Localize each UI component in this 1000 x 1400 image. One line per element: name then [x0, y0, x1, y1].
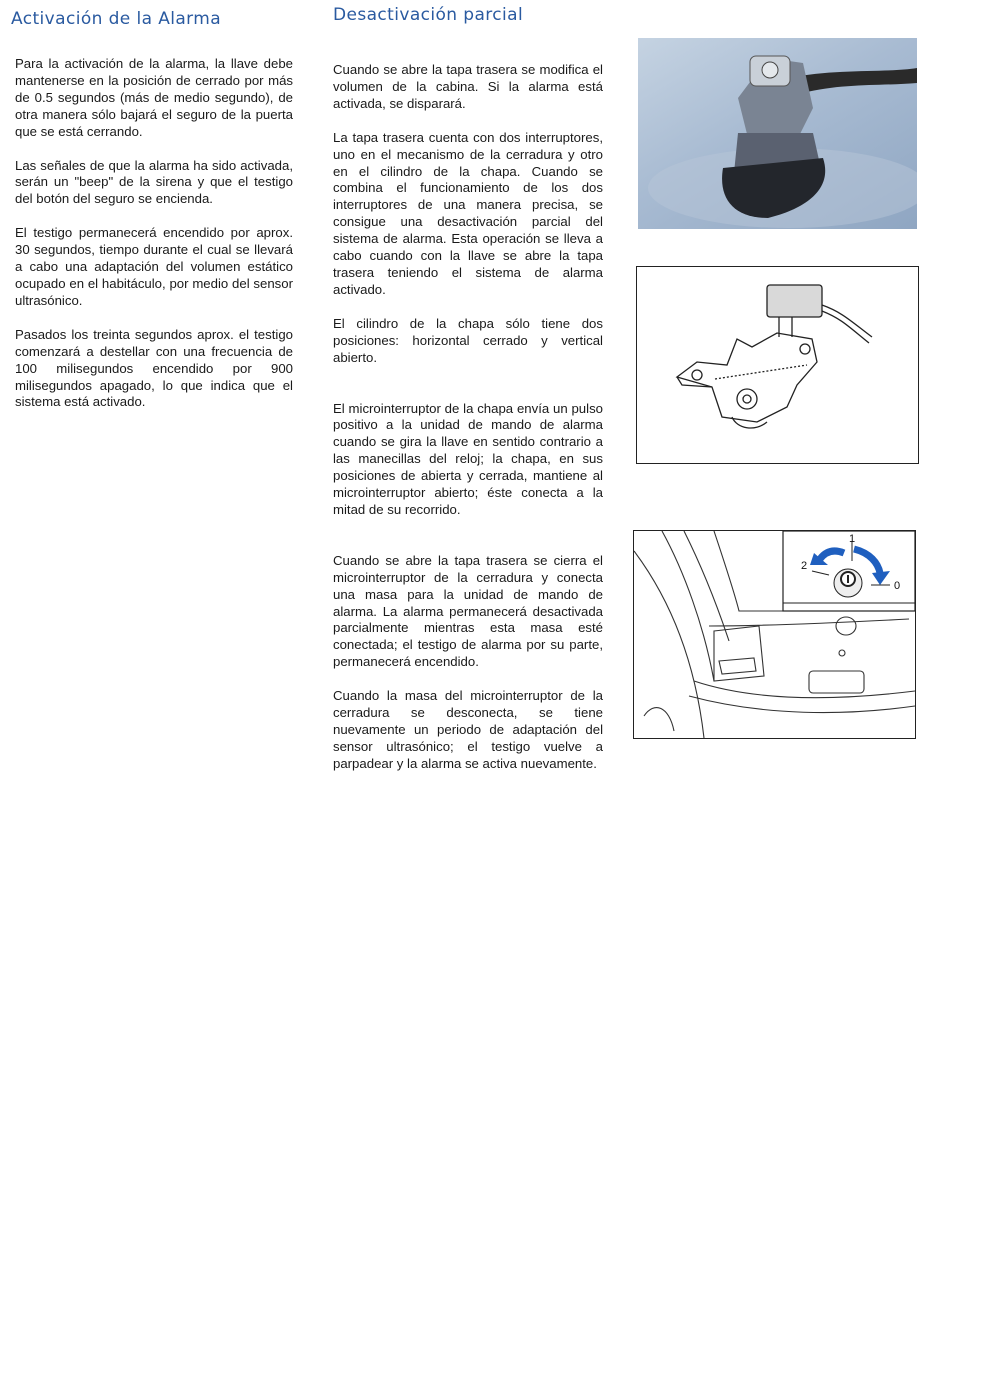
left-column-text — [15, 56, 293, 411]
paragraph: Cuando se abre la tapa trasera se cierra el microinterruptor de la cerradura y conecta una masa para la unidad de mando de alarma. La alarma permanecerá desactivada parcialmente mientras esta masa esté conectada; el testigo de alarma por su parte, permanecerá encendido. — [333, 552, 603, 670]
position-label-1: 1 — [849, 533, 856, 545]
paragraph: El testigo permanecerá encendido por aprox. 30 segundos, tiempo durante el cual se llevará a cabo una adaptación del volumen estático ocupado en el habitáculo, por medio del sensor ultrasónico. — [15, 225, 293, 308]
heading-desactivacion: Desactivación parcial — [333, 5, 524, 25]
paragraph: El microinterruptor de la chapa envía un pulso positivo a la unidad de mando de alarma cuando se gira la llave en sentido contrario a las manecillas del reloj; la chapa, en sus posiciones de abierta y cerrada, mantiene al microinterruptor abierto; éste conecta a la mitad de su recorrido. — [333, 400, 603, 517]
paragraph: La tapa trasera cuenta con dos interruptores, uno en el mecanismo de la cerradura y otro en el cilindro de la chapa. Cuando se combina el funcionamiento de los dos interruptores de una manera precisa, se consigue una desactivación parcial del sistema de alarma. Esta operación se lleva a cabo cuando con la llave se abre la tapa trasera teniendo el sistema de alarma activado. — [333, 129, 603, 297]
latch-icon — [637, 267, 918, 463]
paragraph: El cilindro de la chapa sólo tiene dos posiciones: horizontal cerrado y vertical abierto. — [333, 315, 603, 365]
paragraph: Cuando se abre la tapa trasera se modifica el volumen de la cabina. Si la alarma está activada, se disparará. — [333, 62, 603, 111]
car-rear-icon — [634, 531, 915, 738]
latch-mechanism-diagram — [636, 266, 919, 464]
paragraph: Las señales de que la alarma ha sido activada, serán un "beep" de la sirena y que el testigo del botón del seguro se encienda. — [15, 157, 293, 207]
middle-column-text — [333, 62, 603, 773]
paragraph: Para la activación de la alarma, la llave debe mantenerse en la posición de cerrado por más de 0.5 segundos (más de medio segundo), de otra manera sólo bajará el seguro de la puerta que se está cerrando. — [15, 56, 293, 139]
lock-cylinder-icon — [638, 38, 917, 229]
paragraph: Cuando la masa del microinterruptor de la cerradura se desconecta, se tiene nuevamente un periodo de adaptación del sensor ultrasónico; el testigo vuelve a parpadear y la alarma se activa nuevamente. — [333, 688, 603, 771]
lock-cylinder-photo — [638, 38, 917, 229]
position-label-0: 0 — [894, 580, 901, 592]
car-rear-diagram — [633, 530, 916, 739]
heading-activacion: Activación de la Alarma — [11, 9, 222, 29]
key-rotation-inset — [783, 531, 915, 611]
position-label-2: 2 — [801, 560, 808, 572]
paragraph: Pasados los treinta segundos aprox. el testigo comenzará a destellar con una frecuencia de 100 milisegundos encendido por 900 milisegundos apagado, lo que indica que el sistema está activado. — [15, 326, 293, 410]
